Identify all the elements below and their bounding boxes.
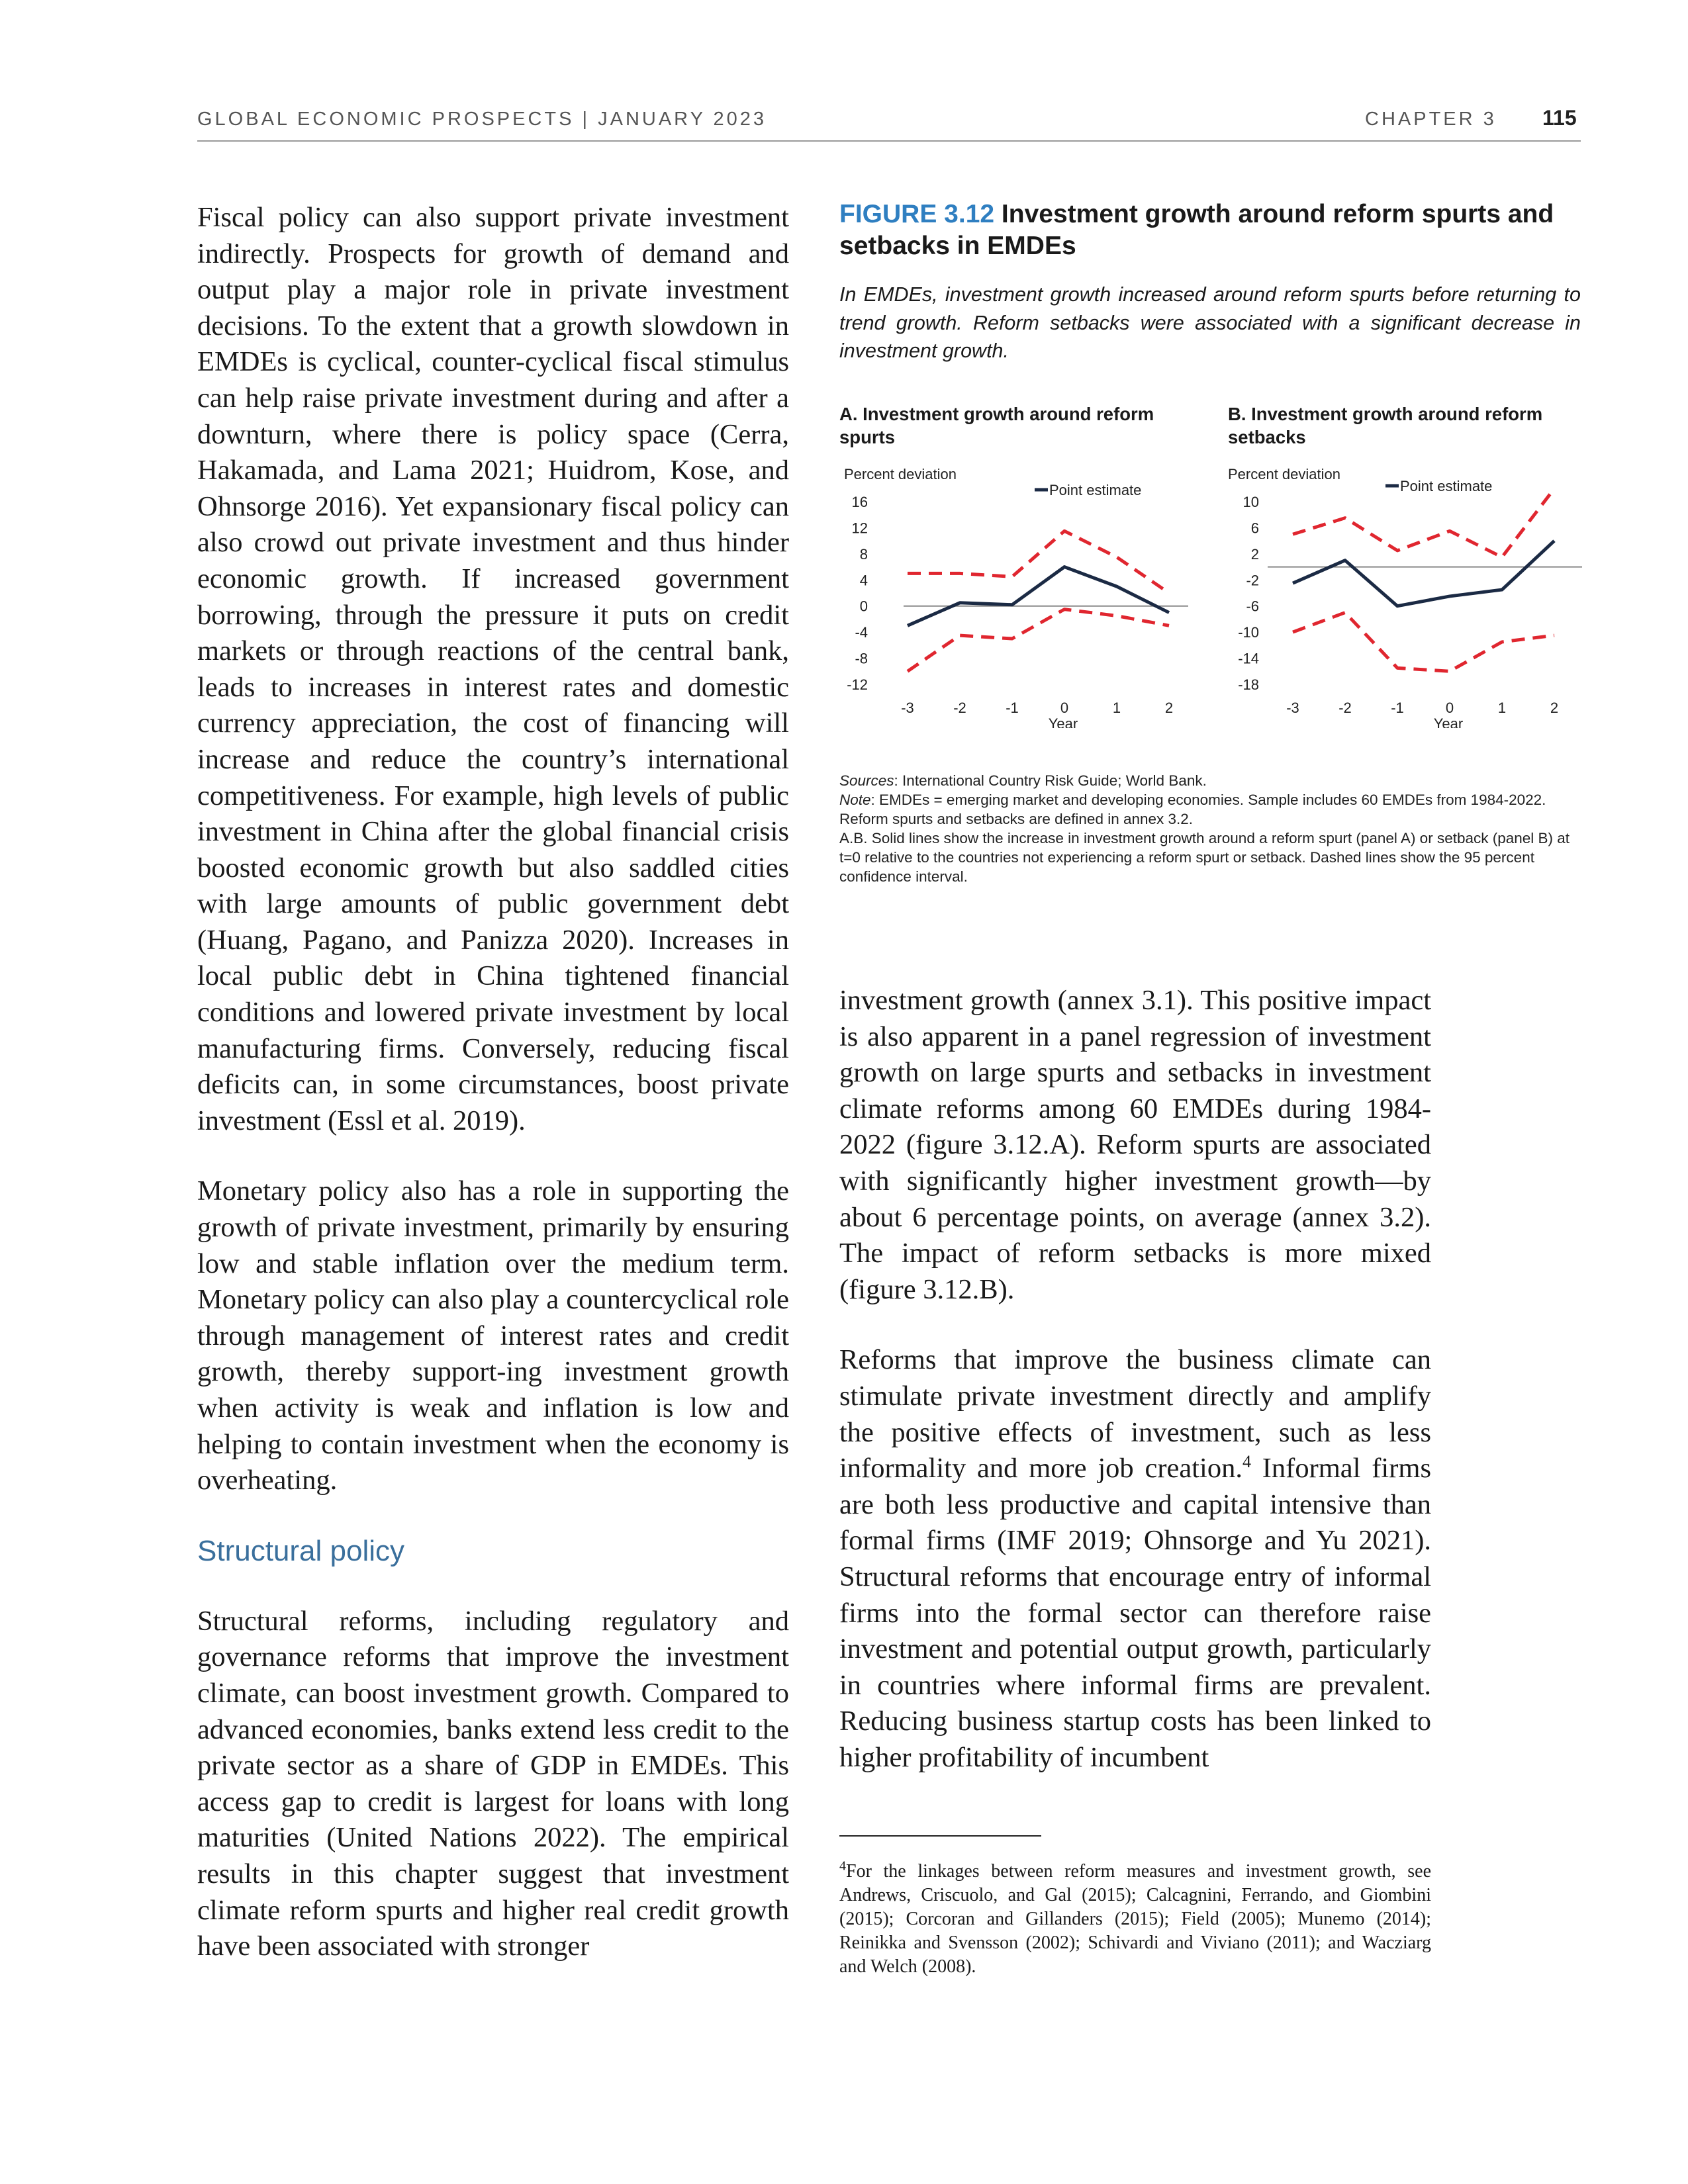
panel-a-xtick-label: 0	[1060, 700, 1069, 716]
note-text: : EMDEs = emerging market and developing economies. Sample includes 60 EMDEs from 1984-2022. Reform spurts and setbacks are defined in annex 3.2.	[839, 792, 1546, 827]
panel-b-ytick-label: 6	[1250, 520, 1259, 537]
panel-b-xlabel: Year	[1433, 715, 1464, 728]
panel-a-ylabel: Percent deviation	[844, 466, 957, 482]
panel-a-lower-ci-line	[908, 610, 1169, 672]
paragraph-business-climate-end: Informal firms are both less productive and capital intensive than formal firms (IMF 2019; Ohnsorge and Yu 2021). Structural reforms that encourage entry of informal firms into the formal sector can therefore raise investment and potential output growth, particularly in countries where informal firms are prevalent. Reducing business startup costs has been linked to higher profitability of incumbent	[839, 1453, 1431, 1773]
panel-a-xtick-label: -3	[901, 700, 914, 716]
figure-title-text: Investment growth around reform spurts and setbacks in EMDEs	[839, 200, 1554, 260]
panel-b-xtick-label: 0	[1445, 700, 1454, 716]
panel-b-xtick-label: 1	[1497, 700, 1507, 716]
panel-b-xtick-label: -2	[1338, 700, 1352, 716]
panel-b-ytick-label: -10	[1238, 624, 1259, 641]
panel-a-ytick-label: -8	[855, 650, 868, 667]
panel-a-ytick-label: 8	[859, 545, 868, 563]
paragraph-structural-reforms: Structural reforms, including regulatory and governance reforms that improve the investment climate, can boost investment growth. Compared to advanced economies, banks extend less credit to the private sector as a share of GDP in EMDEs. This access gap to credit is largest for loans with long maturities (United Nations 2022). The empirical results in this chapter suggest that investment climate reform spurts and higher real credit growth have been associated with stronger	[197, 1605, 789, 1962]
panel-b-xtick-label: 2	[1550, 700, 1559, 716]
chapter-label: CHAPTER 3	[1365, 109, 1497, 130]
panel-b-ytick-label: 10	[1243, 494, 1259, 510]
panel-a-ytick-label: 4	[859, 572, 868, 589]
panel-a-ytick-label: 12	[851, 520, 868, 537]
panel-b-xtick-label: -3	[1286, 700, 1299, 716]
figure-label: FIGURE 3.12	[839, 200, 995, 228]
panel-a-upper-ci-line	[908, 531, 1169, 593]
sources-text: : International Country Risk Guide; World Bank.	[894, 772, 1207, 789]
panel-a-ytick-label: 16	[851, 494, 868, 510]
panel-b-ytick-label: -6	[1246, 598, 1259, 615]
panel-a-xtick-label: 2	[1164, 700, 1174, 716]
panel-b-xtick-label: -1	[1391, 700, 1404, 716]
paragraph-business-climate-start: Reforms that improve the business climate can stimulate private investment directly and amplify the positive effects of investment, such as less informality and more job creation.	[839, 1344, 1431, 1484]
paragraph-business-climate	[839, 1342, 1431, 1776]
paragraph-monetary-policy: Monetary policy also has a role in supporting the growth of private investment, primarily by ensuring low and stable inflation over the medium term. Monetary policy can also play a countercyclical role through management of interest rates and credit growth, thereby support-ing investment growth when activity is weak and inflation is low and helping to contain investment when the economy is overheating.	[197, 1175, 789, 1496]
note-ab: A.B. Solid lines show the increase in investment growth around a reform spurt (panel A) or setback (panel B) at t=0 relative to the countries not experiencing a reform spurt or setback. Dashed lines show the 95 percent confidence interval.	[839, 830, 1570, 885]
note-label: Note	[839, 792, 871, 808]
sources-label: Sources	[839, 772, 894, 789]
footnote-ref: 4	[1242, 1451, 1251, 1471]
panel-a-xtick-label: 1	[1112, 700, 1121, 716]
panel-b-upper-ci-line	[1293, 488, 1554, 557]
paragraph-annex-results: investment growth (annex 3.1). This positive impact is also apparent in a panel regression of investment growth on large spurts and setbacks in investment climate reforms among 60 EMDEs during 1984-2022 (figure 3.12.A). Reform spurts are associated with significantly higher investment growth—by about 6 percentage points, on average (annex 3.2). The impact of reform setbacks is more mixed (figure 3.12.B).	[839, 985, 1431, 1305]
header-rule	[197, 140, 1581, 142]
panel-a-xtick-label: -1	[1006, 700, 1019, 716]
panel-b-ytick-label: -2	[1246, 572, 1259, 589]
panel-b-ytick-label: -14	[1238, 650, 1259, 667]
panel-a-title: A. Investment growth around reform spurts	[839, 404, 1154, 447]
left-column	[197, 200, 789, 1965]
panel-b-title: B. Investment growth around reform setbacks	[1228, 404, 1543, 447]
paragraph-fiscal-policy: Fiscal policy can also support private investment indirectly. Prospects for growth of demand and output play a major role in private investment decisions. To the extent that a growth slowdown in EMDEs is cyclical, counter-cyclical fiscal stimulus can help raise private investment during and after a downturn, where there is policy space (Cerra, Hakamada, and Lama 2021; Huidrom, Kose, and Ohnsorge 2016). Yet expansionary fiscal policy can also crowd out private investment and thus hinder economic growth. If increased government borrowing, through the pressure it puts on credit markets or through reactions of the central bank, leads to increases in interest rates and domestic currency appreciation, the cost of financing will increase and reduce the country’s international competitiveness. For example, high levels of public investment in China after the global financial crisis boosted economic growth but also saddled cities with large amounts of public government debt (Huang, Pagano, and Panizza 2020). Increases in local public debt in China tightened financial conditions and lowered private investment by local manufacturing firms. Conversely, reducing fiscal deficits can, in some circumstances, boost private investment (Essl et al. 2019).	[197, 202, 789, 1136]
footnote-text: For the linkages between reform measures and investment growth, see Andrews, Criscuolo, and Gal (2015); Calcagnini, Ferrando, and Giombini (2015); Corcoran and Gillanders (2015); Field (2005); Munemo (2014); Reinikka and Svensson (2002); Schivardi and Viviano (2011); and Wacziarg and Welch (2008).	[839, 1861, 1431, 1977]
chart-panel-b	[1225, 463, 1582, 728]
panel-b-ylabel: Percent deviation	[1228, 466, 1340, 482]
panel-b-ytick-label: -18	[1238, 676, 1259, 693]
panel-b-legend-label: Point estimate	[1400, 478, 1493, 494]
section-heading: Structural policy	[197, 1534, 405, 1567]
running-title: GLOBAL ECONOMIC PROSPECTS | JANUARY 2023	[197, 109, 767, 130]
panel-b-point-estimate-line	[1293, 541, 1554, 606]
footnote-rule	[839, 1835, 1041, 1837]
figure-subtitle: In EMDEs, investment growth increased around reform spurts before returning to trend growth. Reform setbacks were associated with a significant decrease in investment growth.	[839, 283, 1581, 362]
footnote-marker: 4	[839, 1858, 846, 1874]
panel-a-ytick-label: -12	[847, 676, 868, 693]
panel-a-xtick-label: -2	[953, 700, 966, 716]
footnote	[839, 1860, 1431, 1979]
panel-a-ytick-label: -4	[855, 624, 868, 641]
right-column	[839, 983, 1431, 1776]
figure-title	[839, 199, 1581, 262]
page-number: 115	[1542, 106, 1577, 130]
panel-a-legend-label: Point estimate	[1049, 482, 1142, 498]
panel-b-ytick-label: 2	[1250, 545, 1259, 563]
panel-a-ytick-label: 0	[859, 598, 868, 615]
figure-notes	[839, 771, 1581, 886]
panel-a-xlabel: Year	[1048, 715, 1078, 728]
chart-panel-a	[837, 463, 1188, 728]
panel-b-lower-ci-line	[1293, 613, 1554, 672]
